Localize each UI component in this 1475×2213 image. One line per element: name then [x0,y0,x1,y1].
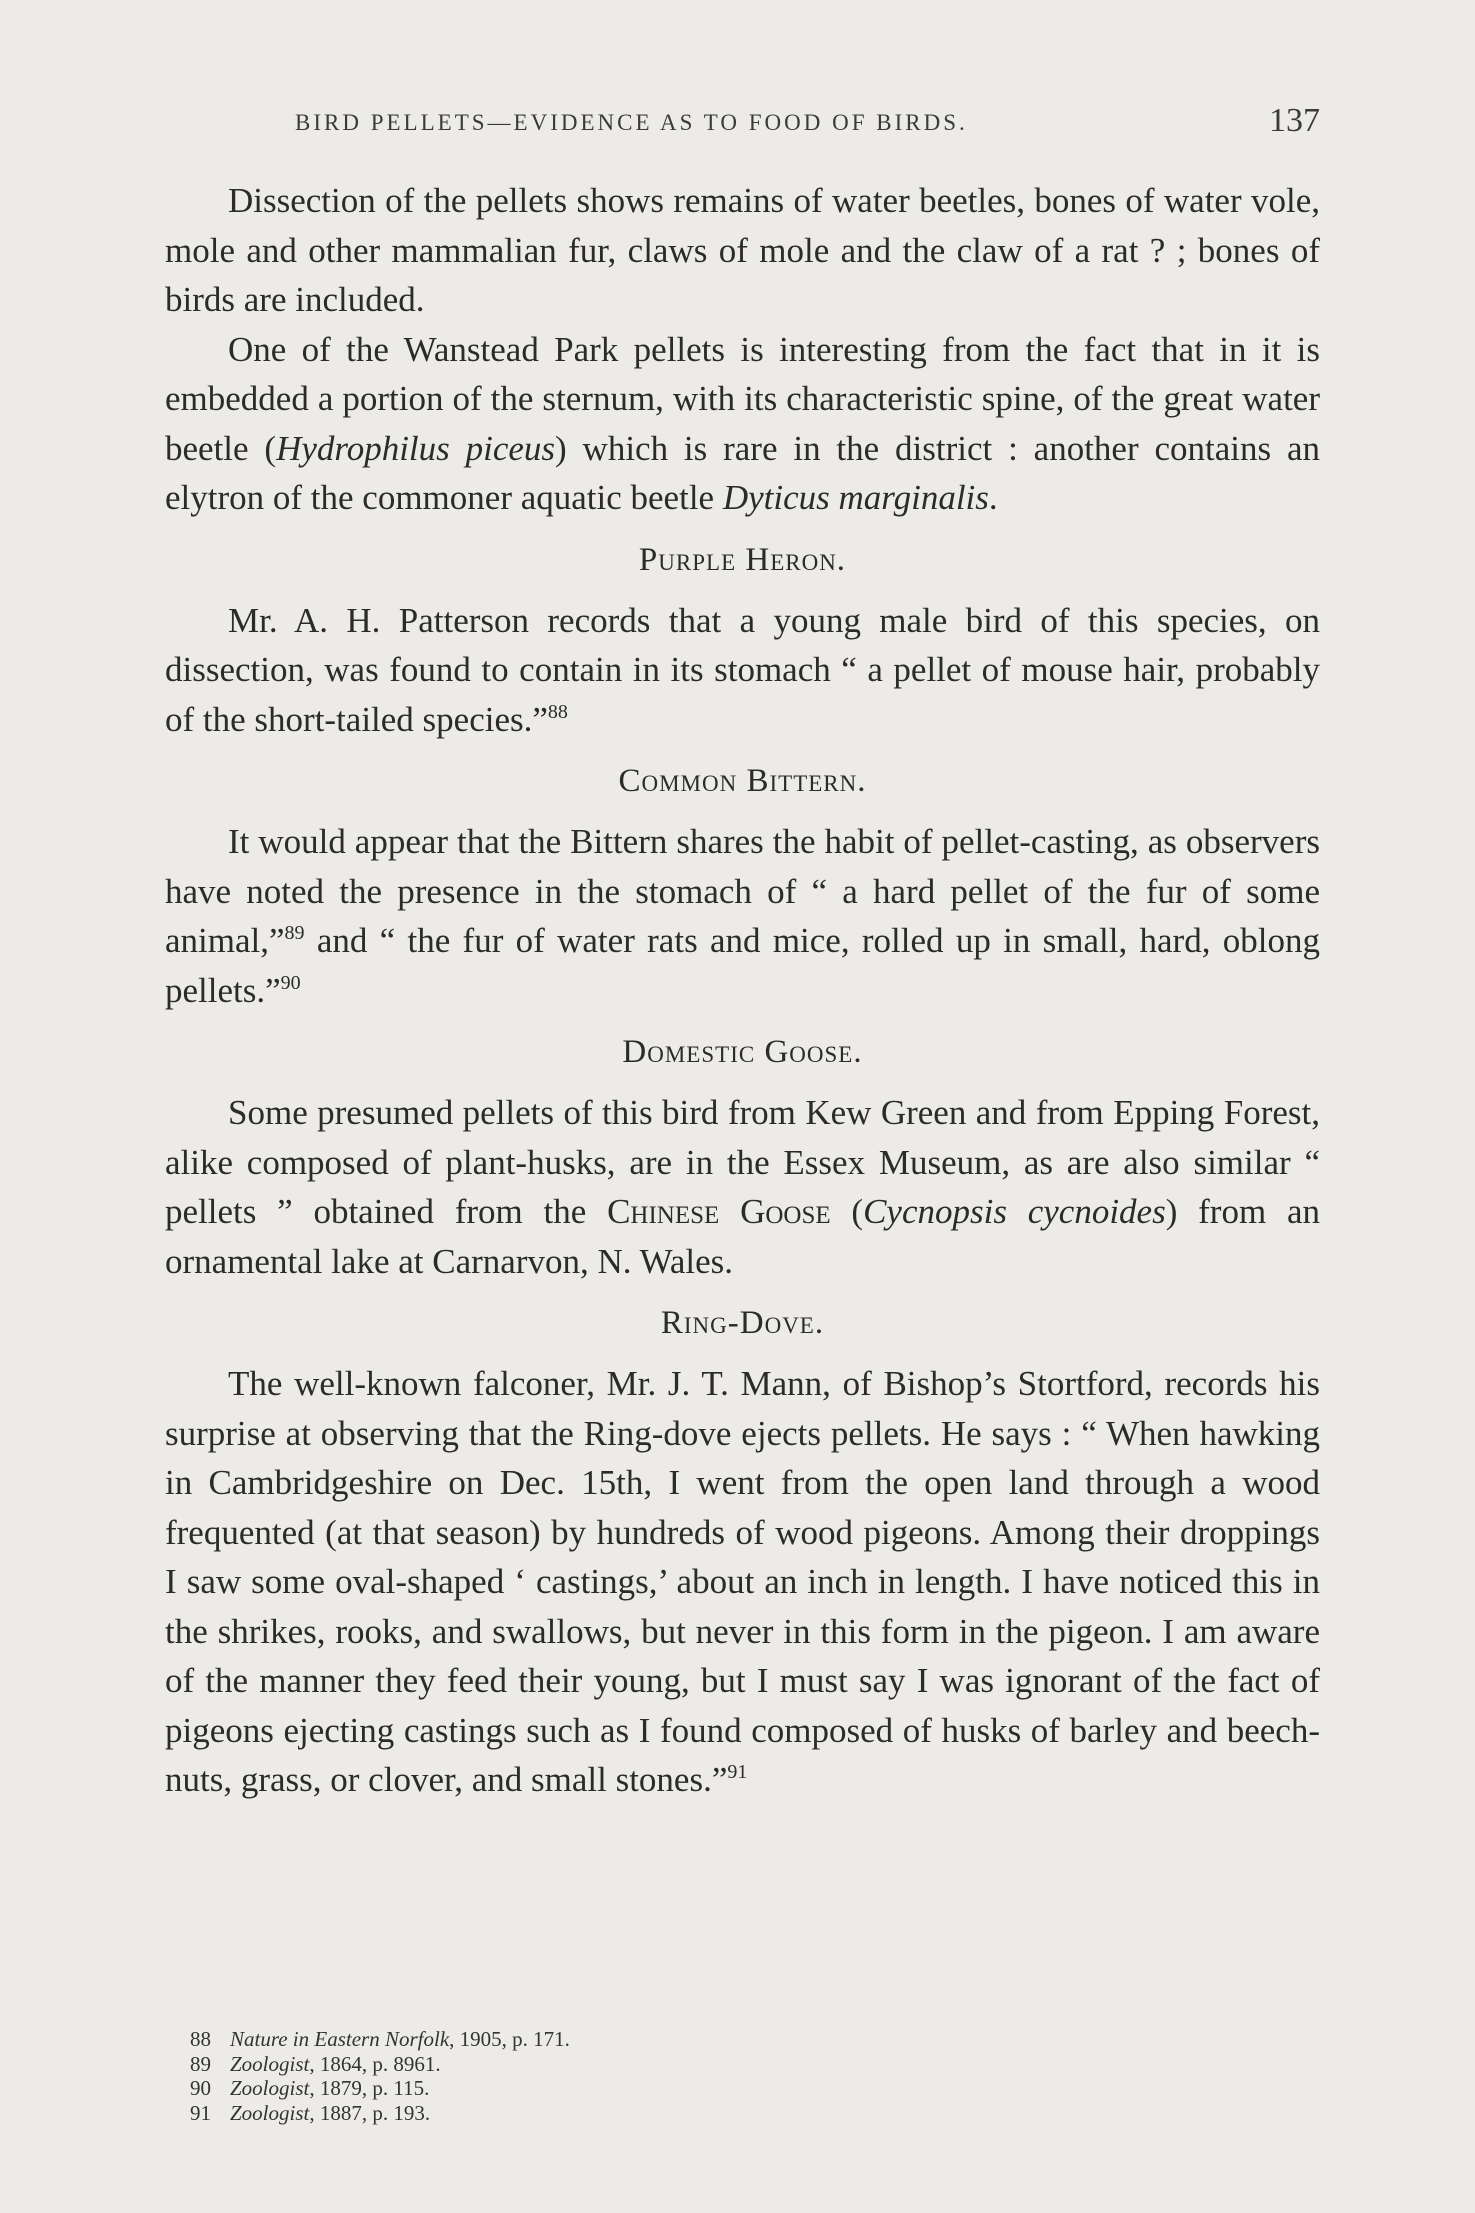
species-name: Cycnopsis cycnoides [863,1192,1166,1231]
page-body [165,176,1320,1805]
footnote-ref: 91 [727,1761,748,1783]
paragraph-common-bittern: It would appear that the Bittern shares the habit of pellet-casting, as observers have noted the presence in the stomach of “ a hard pellet of the fur of some animal,”$^{89}$ and “ the fur of water rats and mice, rolled up in small, hard, oblong pellets.”$^{90}$ [165,822,1320,1010]
footnote-ref: 90 [280,971,301,994]
paragraph-domestic-goose: Some presumed pellets of this bird from Kew Green and from Epping Forest, alike composed of plant-husks, are in the Essex Museum, as are also similar “ pellets ” obtained from the Chinese Goose (Cycnopsis cycnoides) from an ornamental lake at Carnarvon, N. Wales. [165,1093,1320,1281]
footnote: 91 Zoologist, 1887, p. 193. [190,2100,431,2125]
page-header [165,102,1320,150]
paragraph-pellet-dissection: Dissection of the pellets shows remains of water beetles, bones of water vole, mole and other mammalian fur, claws of mole and the claw of a rat ? ; bones of birds are included. [165,181,1320,319]
paragraph-purple-heron: Mr. A. H. Patterson records that a young male bird of this species, on dissection, was found to contain in its stomach “ a pellet of mouse hair, probably of the short-tailed species.”$^{88}$ [165,600,1320,739]
footnote: 88 Nature in Eastern Norfolk, 1905, p. 171. [190,2027,570,2051]
species-name: Dyticus marginalis [722,478,989,517]
small-caps-species: Chinese Goose [607,1192,831,1231]
footnote-ref: 89 [284,922,305,944]
footnote: 90 Zoologist, 1879, p. 115. [190,2076,430,2100]
section-heading-common-bittern: Common Bittern. [618,763,867,799]
paragraph-ring-dove: The well-known falconer, Mr. J. T. Mann, of Bishop’s Stortford, records his surprise at observing that the Ring-dove ejects pellets. He says : “ When hawking in Cambridgeshire on Dec. 15th, I went from the open land through a wood frequented (at that season) by hundreds of wood pigeons. Among their droppings I saw some oval-shaped ‘ castings,’ about an inch in length. I have noticed this in the shrikes, rooks, and swallows, but never in this form in the pigeon. I am aware of the manner they feed their young, but I must say I was ignorant of the fact of pigeons ejecting castings such as I found composed of husks of barley and beech-nuts, grass, or clover, and small stones.”$^{91}$ [165,1364,1320,1799]
running-head: BIRD PELLETS—EVIDENCE AS TO FOOD OF BIRDS. [295,110,968,135]
species-name: Hydrophilus piceus [276,428,556,468]
section-heading-ring-dove: Ring-Dove. [660,1305,825,1341]
paragraph-wanstead-pellets: One of the Wanstead Park pellets is interesting from the fact that in it is embedded a portion of the sternum, with its characteristic spine, of the great water beetle (Hydrophilus piceus) which is rare in the district : another contains an elytron of the commoner aquatic beetle Dyticus marginalis. [165,329,1320,517]
footnote: 89 Zoologist, 1864, p. 8961. [190,2051,441,2076]
page-number: 137 [1269,102,1320,139]
footnotes [190,2027,1090,2125]
section-heading-domestic-goose: Domestic Goose. [622,1034,863,1070]
footnote-ref: 88 [547,700,568,723]
section-heading-purple-heron: Purple Heron. [638,541,847,578]
